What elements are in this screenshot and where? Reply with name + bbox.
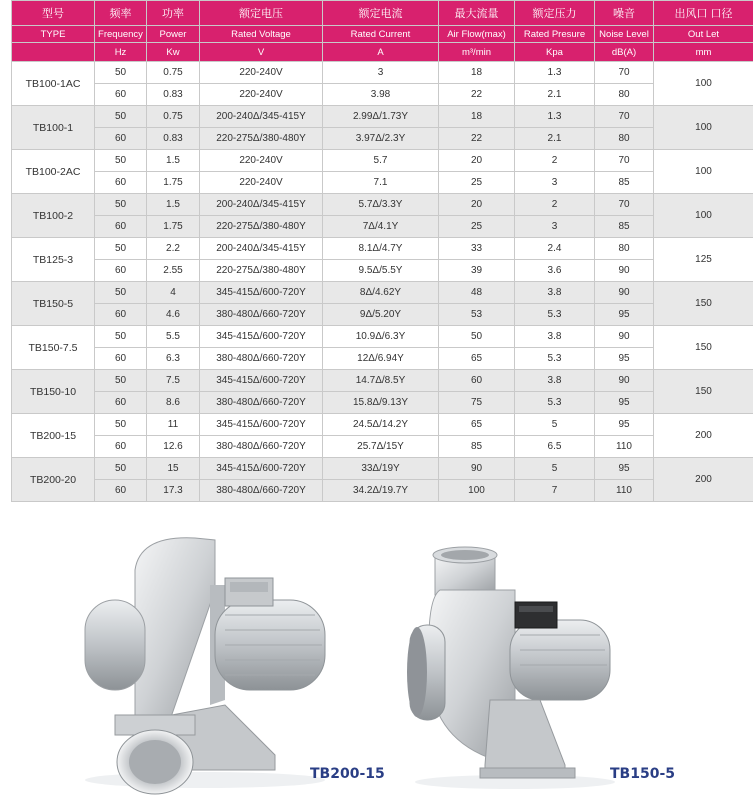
kw-cell: 2.55 [147,260,200,282]
hz-cell: 50 [95,282,147,304]
kpa-cell: 5 [515,458,595,480]
outlet-cell: 125 [654,238,753,282]
db-cell: 85 [595,216,654,238]
a-cell: 7Δ/4.1Y [323,216,439,238]
model-cell: TB150-7.5 [12,326,95,370]
v-cell: 220-275Δ/380-480Y [200,260,323,282]
table-row [12,348,753,370]
flow-cell: 18 [439,62,515,84]
header-cn-cell: 额定压力 [515,1,595,26]
hz-cell: 60 [95,480,147,502]
db-cell: 95 [595,414,654,436]
kpa-cell: 5.3 [515,304,595,326]
flow-cell: 65 [439,348,515,370]
kw-cell: 5.5 [147,326,200,348]
a-cell: 5.7 [323,150,439,172]
table-row [12,304,753,326]
kpa-cell: 2.4 [515,238,595,260]
kpa-cell: 2.1 [515,84,595,106]
model-cell: TB100-1AC [12,62,95,106]
flow-cell: 33 [439,238,515,260]
hz-cell: 50 [95,370,147,392]
kw-cell: 7.5 [147,370,200,392]
flow-cell: 18 [439,106,515,128]
v-cell: 220-275Δ/380-480Y [200,216,323,238]
db-cell: 90 [595,370,654,392]
kpa-cell: 2 [515,194,595,216]
hz-cell: 60 [95,304,147,326]
kpa-cell: 2.1 [515,128,595,150]
v-cell: 380-480Δ/660-720Y [200,348,323,370]
db-cell: 90 [595,326,654,348]
header-cn-cell: 型号 [12,1,95,26]
table-row [12,216,753,238]
outlet-cell: 100 [654,194,753,238]
hz-cell: 50 [95,414,147,436]
outlet-cell: 100 [654,106,753,150]
flow-cell: 50 [439,326,515,348]
flow-cell: 75 [439,392,515,414]
table-header [12,1,753,62]
v-cell: 220-240V [200,84,323,106]
kpa-cell: 3.8 [515,326,595,348]
flow-cell: 53 [439,304,515,326]
product-caption-tb200-15: TB200-15 [310,766,385,782]
kw-cell: 0.83 [147,84,200,106]
outlet-cell: 200 [654,458,753,502]
v-cell: 200-240Δ/345-415Y [200,238,323,260]
header-cn-cell: 频率 [95,1,147,26]
tb150-5-blower-image [405,540,625,792]
v-cell: 345-415Δ/600-720Y [200,458,323,480]
header-unit-cell: Kw [147,43,200,62]
outlet-cell: 100 [654,62,753,106]
kpa-cell: 3.6 [515,260,595,282]
db-cell: 90 [595,260,654,282]
a-cell: 3 [323,62,439,84]
model-cell: TB150-5 [12,282,95,326]
a-cell: 3.97Δ/2.3Y [323,128,439,150]
v-cell: 345-415Δ/600-720Y [200,370,323,392]
table-row [12,480,753,502]
db-cell: 80 [595,128,654,150]
db-cell: 95 [595,458,654,480]
table-row [12,84,753,106]
product-caption-tb150-5: TB150-5 [610,766,675,782]
header-unit-cell: dB(A) [595,43,654,62]
v-cell: 345-415Δ/600-720Y [200,326,323,348]
kw-cell: 8.6 [147,392,200,414]
model-cell: TB100-2 [12,194,95,238]
kw-cell: 1.5 [147,150,200,172]
table-row [12,326,753,348]
kpa-cell: 3 [515,172,595,194]
table-row [12,392,753,414]
a-cell: 33Δ/19Y [323,458,439,480]
header-unit-cell: m³/min [439,43,515,62]
flow-cell: 60 [439,370,515,392]
header-row-units [12,43,753,62]
v-cell: 220-240V [200,150,323,172]
flow-cell: 85 [439,436,515,458]
header-cn-cell: 最大流量 [439,1,515,26]
a-cell: 9.5Δ/5.5Y [323,260,439,282]
v-cell: 380-480Δ/660-720Y [200,304,323,326]
kpa-cell: 3.8 [515,370,595,392]
outlet-cell: 200 [654,414,753,458]
a-cell: 12Δ/6.94Y [323,348,439,370]
a-cell: 25.7Δ/15Y [323,436,439,458]
db-cell: 95 [595,392,654,414]
table-row [12,370,753,392]
kpa-cell: 1.3 [515,106,595,128]
model-cell: TB200-20 [12,458,95,502]
kw-cell: 15 [147,458,200,480]
v-cell: 200-240Δ/345-415Y [200,194,323,216]
header-en-cell: Power [147,26,200,43]
kpa-cell: 3 [515,216,595,238]
db-cell: 90 [595,282,654,304]
kpa-cell: 2 [515,150,595,172]
db-cell: 70 [595,150,654,172]
header-en-cell: Rated Presure [515,26,595,43]
hz-cell: 60 [95,392,147,414]
kpa-cell: 1.3 [515,62,595,84]
hz-cell: 50 [95,150,147,172]
kpa-cell: 7 [515,480,595,502]
hz-cell: 50 [95,106,147,128]
table-row [12,128,753,150]
hz-cell: 60 [95,436,147,458]
v-cell: 345-415Δ/600-720Y [200,282,323,304]
db-cell: 85 [595,172,654,194]
hz-cell: 50 [95,194,147,216]
header-unit-cell [12,43,95,62]
header-en-cell: Air Flow(max) [439,26,515,43]
a-cell: 8Δ/4.62Y [323,282,439,304]
flow-cell: 39 [439,260,515,282]
hz-cell: 60 [95,128,147,150]
model-cell: TB100-2AC [12,150,95,194]
db-cell: 95 [595,304,654,326]
v-cell: 220-240V [200,62,323,84]
outlet-cell: 100 [654,150,753,194]
flow-cell: 20 [439,194,515,216]
hz-cell: 60 [95,84,147,106]
header-en-cell: TYPE [12,26,95,43]
tb200-15-blower-image [75,530,335,795]
table-row [12,62,753,84]
model-cell: TB125-3 [12,238,95,282]
table-row [12,238,753,260]
a-cell: 7.1 [323,172,439,194]
db-cell: 80 [595,84,654,106]
hz-cell: 50 [95,62,147,84]
header-en-cell: Rated Current [323,26,439,43]
flow-cell: 90 [439,458,515,480]
header-row-chinese [12,1,753,26]
table-row [12,414,753,436]
table-row [12,106,753,128]
flow-cell: 65 [439,414,515,436]
table-row [12,172,753,194]
table-row [12,194,753,216]
db-cell: 110 [595,436,654,458]
a-cell: 2.99Δ/1.73Y [323,106,439,128]
flow-cell: 100 [439,480,515,502]
a-cell: 24.5Δ/14.2Y [323,414,439,436]
flow-cell: 25 [439,172,515,194]
hz-cell: 60 [95,216,147,238]
model-cell: TB150-10 [12,370,95,414]
flow-cell: 20 [439,150,515,172]
a-cell: 9Δ/5.20Y [323,304,439,326]
outlet-cell: 150 [654,326,753,370]
v-cell: 380-480Δ/660-720Y [200,480,323,502]
model-cell: TB200-15 [12,414,95,458]
table-row [12,282,753,304]
flow-cell: 25 [439,216,515,238]
kw-cell: 4 [147,282,200,304]
kw-cell: 4.6 [147,304,200,326]
a-cell: 3.98 [323,84,439,106]
hz-cell: 50 [95,326,147,348]
hz-cell: 60 [95,260,147,282]
kpa-cell: 5.3 [515,348,595,370]
kpa-cell: 5 [515,414,595,436]
hz-cell: 60 [95,348,147,370]
a-cell: 15.8Δ/9.13Y [323,392,439,414]
flow-cell: 22 [439,84,515,106]
db-cell: 70 [595,194,654,216]
kw-cell: 0.83 [147,128,200,150]
v-cell: 220-240V [200,172,323,194]
header-cn-cell: 额定电压 [200,1,323,26]
v-cell: 220-275Δ/380-480Y [200,128,323,150]
v-cell: 200-240Δ/345-415Y [200,106,323,128]
db-cell: 70 [595,62,654,84]
kpa-cell: 3.8 [515,282,595,304]
kw-cell: 2.2 [147,238,200,260]
hz-cell: 50 [95,238,147,260]
header-en-cell: Noise Level [595,26,654,43]
v-cell: 380-480Δ/660-720Y [200,392,323,414]
header-en-cell: Out Let [654,26,753,43]
header-en-cell: Rated Voltage [200,26,323,43]
db-cell: 70 [595,106,654,128]
kw-cell: 1.5 [147,194,200,216]
header-unit-cell: A [323,43,439,62]
kw-cell: 0.75 [147,62,200,84]
spec-table [11,0,753,502]
header-unit-cell: V [200,43,323,62]
a-cell: 10.9Δ/6.3Y [323,326,439,348]
kw-cell: 6.3 [147,348,200,370]
table-row [12,260,753,282]
header-unit-cell: Kpa [515,43,595,62]
db-cell: 95 [595,348,654,370]
model-cell: TB100-1 [12,106,95,150]
table-row [12,458,753,480]
header-unit-cell: Hz [95,43,147,62]
header-cn-cell: 出风口 口径 [654,1,753,26]
kw-cell: 11 [147,414,200,436]
table-row [12,436,753,458]
header-unit-cell: mm [654,43,753,62]
outlet-cell: 150 [654,370,753,414]
kw-cell: 0.75 [147,106,200,128]
outlet-cell: 150 [654,282,753,326]
a-cell: 5.7Δ/3.3Y [323,194,439,216]
a-cell: 14.7Δ/8.5Y [323,370,439,392]
header-cn-cell: 噪音 [595,1,654,26]
kw-cell: 1.75 [147,216,200,238]
flow-cell: 22 [439,128,515,150]
v-cell: 380-480Δ/660-720Y [200,436,323,458]
kpa-cell: 5.3 [515,392,595,414]
kw-cell: 1.75 [147,172,200,194]
header-cn-cell: 额定电流 [323,1,439,26]
flow-cell: 48 [439,282,515,304]
header-cn-cell: 功率 [147,1,200,26]
v-cell: 345-415Δ/600-720Y [200,414,323,436]
db-cell: 110 [595,480,654,502]
hz-cell: 50 [95,458,147,480]
kw-cell: 12.6 [147,436,200,458]
header-en-cell: Frequency [95,26,147,43]
a-cell: 34.2Δ/19.7Y [323,480,439,502]
header-row-english [12,26,753,43]
kw-cell: 17.3 [147,480,200,502]
a-cell: 8.1Δ/4.7Y [323,238,439,260]
table-row [12,150,753,172]
hz-cell: 60 [95,172,147,194]
table-body [12,62,753,502]
kpa-cell: 6.5 [515,436,595,458]
db-cell: 80 [595,238,654,260]
